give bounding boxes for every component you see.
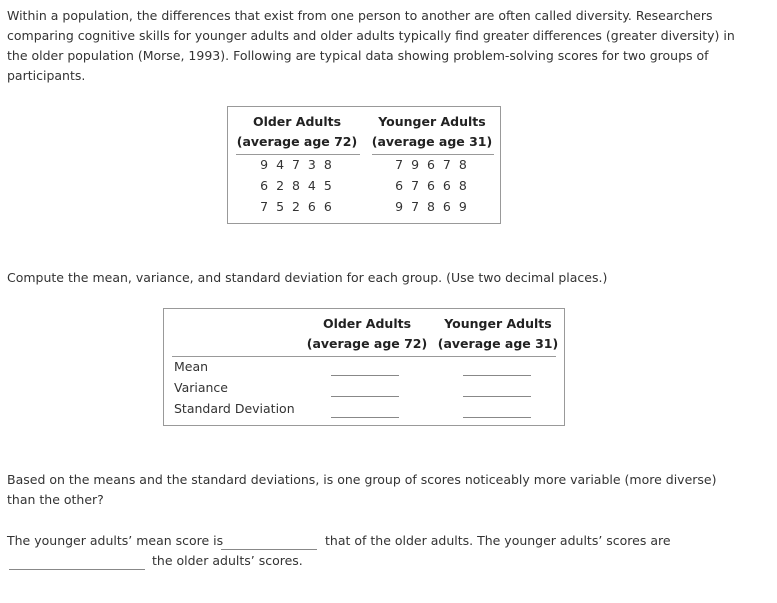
younger-variance-input[interactable] [463,396,531,397]
mean-comparison-dropdown[interactable] [221,531,317,550]
older-scores-row: 7 5 2 6 6 [260,199,334,214]
older-header-line2: (average age 72) [236,134,358,149]
variability-question: Based on the means and the standard deviations, is one group of scores noticeably more variable (more diverse) than the other? [7,472,717,507]
row-label-standard-deviation: Standard Deviation [174,401,295,416]
answer-older-header [304,314,430,354]
younger-scores-row: 7 9 6 7 8 [395,157,469,172]
row-label-mean: Mean [174,359,209,374]
answer-younger-header-line1: Younger Adults [444,316,552,331]
older-scores-row: 9 4 7 3 8 [260,157,334,172]
younger-scores-row: 9 7 8 6 9 [395,199,469,214]
older-header-line1: Older Adults [252,114,342,129]
scores-table [227,106,501,224]
older-adults-header [234,112,360,152]
answer-older-header-line1: Older Adults [322,316,412,331]
intro-paragraph: Within a population, the differences that exist from one person to another are often called diversity. Researchers comparing cognitive skills for younger adults and older adults typically find greater differences (greater diversity) in the older population (Morse, 1993). Following are typical data showing problem-solving scores for two groups of participants. [7,8,735,83]
sentence-part1: The younger adults’ mean score is [7,533,224,548]
older-sd-input[interactable] [331,417,399,418]
younger-header-line1: Younger Adults [378,114,486,129]
sentence-part2: that of the older adults. The younger adults’ scores are [325,533,671,548]
row-label-variance: Variance [174,380,228,395]
older-scores-row: 6 2 8 4 5 [260,178,334,193]
older-mean-input[interactable] [331,375,399,376]
older-scores-column [234,154,360,217]
younger-header-line2: (average age 31) [371,134,493,149]
younger-sd-input[interactable] [463,417,531,418]
sentence-part3: the older adults’ scores. [152,553,303,568]
answer-table [163,308,565,426]
older-variance-input[interactable] [331,396,399,397]
variability-comparison-dropdown[interactable] [9,551,145,570]
younger-scores-row: 6 7 6 6 8 [395,178,469,193]
answer-younger-header-line2: (average age 31) [437,336,559,351]
younger-adults-header [368,112,496,152]
younger-mean-input[interactable] [463,375,531,376]
compute-instruction: Compute the mean, variance, and standard deviation for each group. (Use two decimal places.) [7,270,608,285]
answer-younger-header [436,314,560,354]
answer-header-rule [172,356,556,357]
younger-scores-column [368,154,496,217]
answer-older-header-line2: (average age 72) [306,336,428,351]
